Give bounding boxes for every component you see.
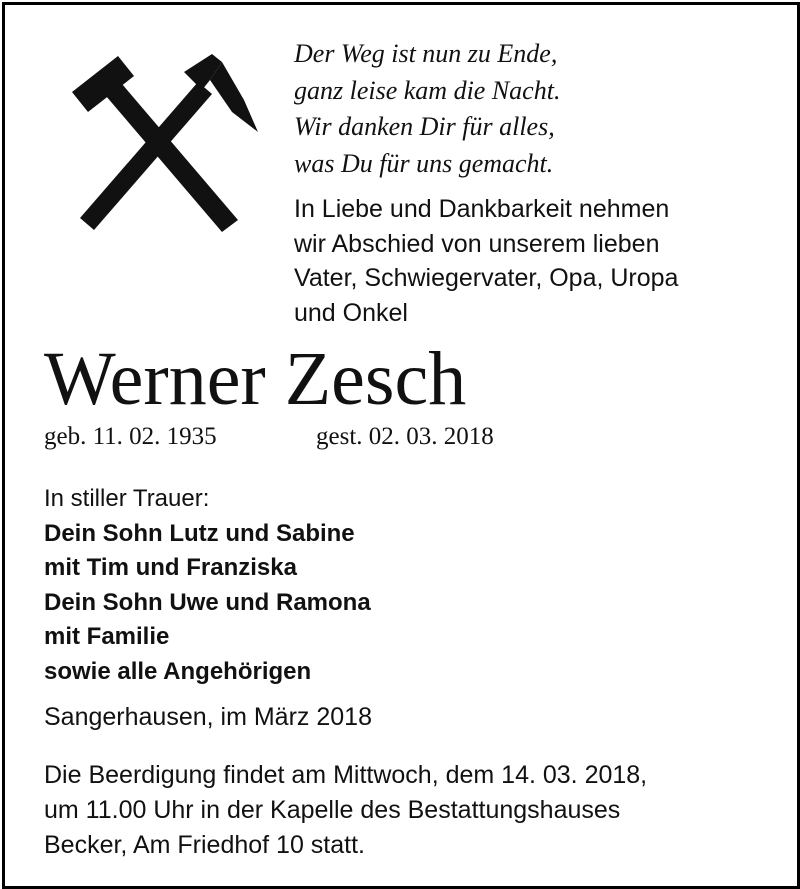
funeral-line: Becker, Am Friedhof 10 statt. [44,831,365,859]
life-dates [44,420,494,454]
poem-line: Der Weg ist nun zu Ende, [294,39,558,68]
mourner-line: mit Familie [44,623,170,650]
mourner-line: sowie alle Angehörigen [44,657,312,685]
mourner-line: mit Tim und Franziska [44,554,297,581]
poem-line: Wir danken Dir für alles, [294,112,555,141]
funeral-info [44,758,647,863]
birth-date: geb. 11. 02. 1935 [44,423,217,450]
intro-line: In Liebe und Dankbarkeit nehmen [294,195,670,223]
place-date: Sangerhausen, im März 2018 [44,703,372,731]
deceased-name: Werner Zesch [44,337,467,421]
mourners-block [44,482,371,689]
death-date: gest. 02. 03. 2018 [316,423,494,450]
crossed-hammers-icon [62,50,268,240]
mourner-line: Dein Sohn Lutz und Sabine [44,519,355,547]
mourners-heading: In stiller Trauer: [44,485,210,512]
poem-line: ganz leise kam die Nacht. [294,75,561,105]
intro-line: und Onkel [294,298,408,327]
poem [294,36,560,182]
funeral-line: um 11.00 Uhr in der Kapelle des Bestattungshauses [44,796,621,824]
intro-line: wir Abschied von unserem lieben [294,229,660,258]
poem-line: was Du für uns gemacht. [294,148,554,178]
funeral-line: Die Beerdigung findet am Mittwoch, dem 14. 03. 2018, [44,761,648,789]
mourner-line: Dein Sohn Uwe und Ramona [44,588,371,616]
intro-line: Vater, Schwiegervater, Opa, Uropa [294,264,679,292]
intro-text [294,192,678,330]
